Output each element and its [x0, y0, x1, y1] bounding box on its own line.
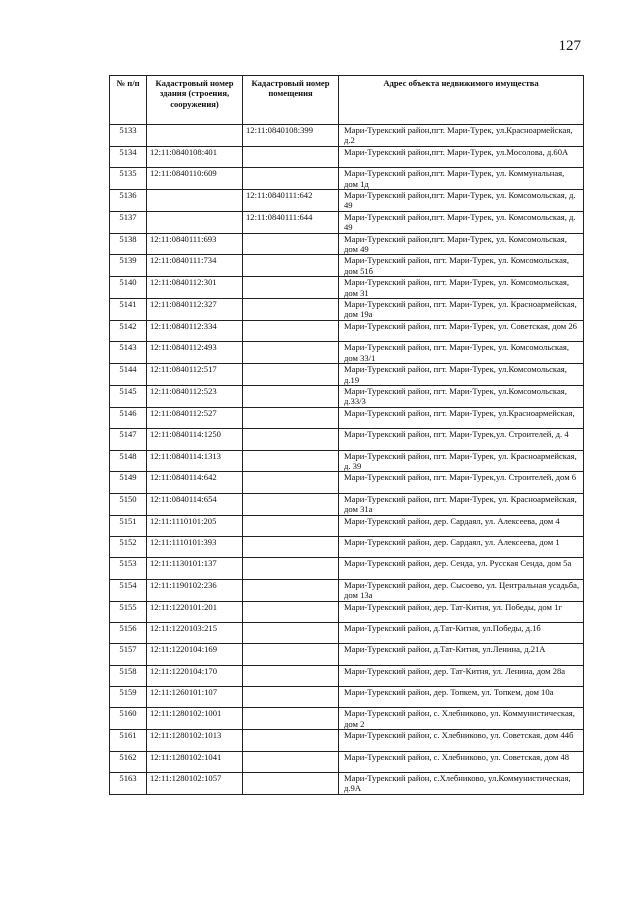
- room-cadastral-cell: [243, 233, 339, 255]
- building-cadastral-cell: 12:11:0840114:654: [147, 493, 243, 515]
- table-row: [110, 407, 584, 428]
- address-cell: Мари-Турекский район, пгт. Мари-Турек,ул. Строителей, дом 6: [339, 472, 584, 493]
- building-cadastral-cell: 12:11:1220104:170: [147, 665, 243, 686]
- row-number-cell: 5144: [110, 364, 147, 386]
- table-row: [110, 687, 584, 708]
- address-cell: Мари-Турекский район, дер. Тат-Китня, ул. Ленина, дом 28а: [339, 665, 584, 686]
- room-cadastral-cell: [243, 364, 339, 386]
- address-cell: Мари-Турекский район, дер. Топкем, ул. Топкем, дом 10а: [339, 687, 584, 708]
- building-cadastral-cell: [147, 190, 243, 212]
- table-row: [110, 493, 584, 515]
- building-cadastral-cell: 12:11:0840114:642: [147, 472, 243, 493]
- room-cadastral-cell: [243, 536, 339, 557]
- address-cell: Мари-Турекский район, пгт. Мари-Турек, ул. Красноармейская, дом 31а: [339, 493, 584, 515]
- row-number-cell: 5140: [110, 277, 147, 299]
- row-number-cell: 5152: [110, 536, 147, 557]
- room-cadastral-cell: 12:11:0840111:644: [243, 211, 339, 233]
- room-cadastral-cell: [243, 558, 339, 579]
- address-cell: Мари-Турекский район, с. Хлебниково, ул. Советская, дом 48: [339, 751, 584, 772]
- table-body: [110, 125, 584, 795]
- building-cadastral-cell: 12:11:0840112:523: [147, 385, 243, 407]
- building-cadastral-cell: 12:11:1220101:201: [147, 601, 243, 622]
- building-cadastral-cell: 12:11:1220103:215: [147, 622, 243, 643]
- room-cadastral-cell: [243, 407, 339, 428]
- room-cadastral-cell: [243, 773, 339, 795]
- room-cadastral-cell: 12:11:0840108:399: [243, 125, 339, 147]
- building-cadastral-cell: 12:11:1110101:205: [147, 515, 243, 536]
- building-cadastral-cell: 12:11:0840112:517: [147, 364, 243, 386]
- room-cadastral-cell: [243, 277, 339, 299]
- room-cadastral-cell: [243, 168, 339, 190]
- address-cell: Мари-Турекский район, с.Хлебниково, ул.Коммунистическая, д.9А: [339, 773, 584, 795]
- address-cell: Мари-Турекский район, пгт. Мари-Турек, ул. Красноармейская, д. 39: [339, 450, 584, 472]
- building-cadastral-cell: 12:11:0840112:493: [147, 342, 243, 364]
- room-cadastral-cell: [243, 146, 339, 167]
- address-cell: Мари-Турекский район, пгт. Мари-Турек, ул.Комсомольская, д.33/3: [339, 385, 584, 407]
- header-room: Кадастровый номер помещения: [243, 76, 339, 125]
- table-row: [110, 622, 584, 643]
- table-row: [110, 536, 584, 557]
- address-cell: Мари-Турекский район, д.Тат-Китня, ул.Ленина, д.21А: [339, 644, 584, 665]
- row-number-cell: 5148: [110, 450, 147, 472]
- table-row: [110, 146, 584, 167]
- address-cell: Мари-Турекский район, пгт. Мари-Турек, ул.Красноармейская,: [339, 407, 584, 428]
- row-number-cell: 5159: [110, 687, 147, 708]
- building-cadastral-cell: 12:11:0840112:327: [147, 299, 243, 321]
- room-cadastral-cell: [243, 299, 339, 321]
- table-row: [110, 125, 584, 147]
- address-cell: Мари-Турекский район, пгт. Мари-Турек, ул. Комсомольская, дом 51б: [339, 255, 584, 277]
- row-number-cell: 5143: [110, 342, 147, 364]
- row-number-cell: 5147: [110, 429, 147, 450]
- table-row: [110, 168, 584, 190]
- building-cadastral-cell: 12:11:1280102:1013: [147, 730, 243, 751]
- building-cadastral-cell: 12:11:0840111:693: [147, 233, 243, 255]
- cadastral-table: [109, 75, 584, 795]
- table-row: [110, 450, 584, 472]
- address-cell: Мари-Турекский район, с. Хлебниково, ул. Коммунистическая, дом 2: [339, 708, 584, 730]
- building-cadastral-cell: 12:11:0840112:334: [147, 320, 243, 341]
- room-cadastral-cell: [243, 385, 339, 407]
- address-cell: Мари-Турекский район, дер. Тат-Китня, ул. Победы, дом 1г: [339, 601, 584, 622]
- table-row: [110, 730, 584, 751]
- table-header-row: [110, 76, 584, 125]
- address-cell: Мари-Турекский район, пгт. Мари-Турек, ул. Красноармейская, дом 19а: [339, 299, 584, 321]
- row-number-cell: 5135: [110, 168, 147, 190]
- building-cadastral-cell: [147, 125, 243, 147]
- building-cadastral-cell: 12:11:1130101:137: [147, 558, 243, 579]
- table-row: [110, 320, 584, 341]
- row-number-cell: 5138: [110, 233, 147, 255]
- address-cell: Мари-Турекский район, пгт. Мари-Турек, ул. Комсомольская, дом 33/1: [339, 342, 584, 364]
- address-cell: Мари-Турекский район, дер. Сардаял, ул. Алексеева, дом 4: [339, 515, 584, 536]
- page-number: 127: [558, 38, 581, 54]
- table-row: [110, 751, 584, 772]
- table-row: [110, 255, 584, 277]
- row-number-cell: 5153: [110, 558, 147, 579]
- row-number-cell: 5156: [110, 622, 147, 643]
- address-cell: Мари-Турекский район, пгт. Мари-Турек, ул.Комсомольская, д.19: [339, 364, 584, 386]
- address-cell: Мари-Турекский район, дер. Сенда, ул. Русская Сенда, дом 5а: [339, 558, 584, 579]
- row-number-cell: 5137: [110, 211, 147, 233]
- table-row: [110, 644, 584, 665]
- row-number-cell: 5160: [110, 708, 147, 730]
- row-number-cell: 5150: [110, 493, 147, 515]
- row-number-cell: 5139: [110, 255, 147, 277]
- table-row: [110, 579, 584, 601]
- address-cell: Мари-Турекский район, пгт. Мари-Турек,ул. Строителей, д. 4: [339, 429, 584, 450]
- table-row: [110, 601, 584, 622]
- header-building: Кадастровый номер здания (строения, сооружения): [147, 76, 243, 125]
- row-number-cell: 5141: [110, 299, 147, 321]
- room-cadastral-cell: [243, 342, 339, 364]
- row-number-cell: 5142: [110, 320, 147, 341]
- address-cell: Мари-Турекский район, с. Хлебниково, ул. Советская, дом 44б: [339, 730, 584, 751]
- address-cell: Мари-Турекский район, пгт. Мари-Турек, ул. Советская, дом 26: [339, 320, 584, 341]
- row-number-cell: 5133: [110, 125, 147, 147]
- room-cadastral-cell: [243, 622, 339, 643]
- address-cell: Мари-Турекский район,пгт. Мари-Турек, ул. Комсомольская, дом 49: [339, 233, 584, 255]
- table-row: [110, 429, 584, 450]
- building-cadastral-cell: 12:11:0840110:609: [147, 168, 243, 190]
- table-row: [110, 364, 584, 386]
- header-number: № п/п: [110, 76, 147, 125]
- building-cadastral-cell: [147, 211, 243, 233]
- address-cell: Мари-Турекский район,пгт. Мари-Турек, ул. Комсомольская, д. 49: [339, 211, 584, 233]
- room-cadastral-cell: [243, 601, 339, 622]
- room-cadastral-cell: [243, 493, 339, 515]
- table-row: [110, 773, 584, 795]
- address-cell: Мари-Турекский район,пгт. Мари-Турек, ул.Красноармейская, д.2: [339, 125, 584, 147]
- table-row: [110, 233, 584, 255]
- table-row: [110, 342, 584, 364]
- room-cadastral-cell: [243, 644, 339, 665]
- building-cadastral-cell: 12:11:1190102:236: [147, 579, 243, 601]
- row-number-cell: 5136: [110, 190, 147, 212]
- row-number-cell: 5163: [110, 773, 147, 795]
- row-number-cell: 5162: [110, 751, 147, 772]
- building-cadastral-cell: 12:11:0840114:1313: [147, 450, 243, 472]
- address-cell: Мари-Турекский район, дер. Сысоево, ул. Центральная усадьба, дом 13а: [339, 579, 584, 601]
- room-cadastral-cell: [243, 255, 339, 277]
- building-cadastral-cell: 12:11:1280102:1057: [147, 773, 243, 795]
- table-row: [110, 211, 584, 233]
- row-number-cell: 5146: [110, 407, 147, 428]
- room-cadastral-cell: [243, 472, 339, 493]
- row-number-cell: 5161: [110, 730, 147, 751]
- room-cadastral-cell: [243, 450, 339, 472]
- row-number-cell: 5145: [110, 385, 147, 407]
- building-cadastral-cell: 12:11:1220104:169: [147, 644, 243, 665]
- room-cadastral-cell: [243, 320, 339, 341]
- building-cadastral-cell: 12:11:1260101:107: [147, 687, 243, 708]
- room-cadastral-cell: [243, 687, 339, 708]
- table-row: [110, 385, 584, 407]
- room-cadastral-cell: [243, 730, 339, 751]
- row-number-cell: 5154: [110, 579, 147, 601]
- table-row: [110, 190, 584, 212]
- table-row: [110, 515, 584, 536]
- address-cell: Мари-Турекский район, д.Тат-Китня, ул.Победы, д.1б: [339, 622, 584, 643]
- table-row: [110, 277, 584, 299]
- header-address: Адрес объекта недвижимого имущества: [339, 76, 584, 125]
- room-cadastral-cell: [243, 515, 339, 536]
- row-number-cell: 5151: [110, 515, 147, 536]
- row-number-cell: 5149: [110, 472, 147, 493]
- building-cadastral-cell: 12:11:0840108:401: [147, 146, 243, 167]
- address-cell: Мари-Турекский район,пгт. Мари-Турек, ул. Комсомольская, д. 49: [339, 190, 584, 212]
- table-row: [110, 665, 584, 686]
- room-cadastral-cell: [243, 751, 339, 772]
- room-cadastral-cell: [243, 429, 339, 450]
- room-cadastral-cell: 12:11:0840111:642: [243, 190, 339, 212]
- building-cadastral-cell: 12:11:0840114:1250: [147, 429, 243, 450]
- building-cadastral-cell: 12:11:0840112:527: [147, 407, 243, 428]
- room-cadastral-cell: [243, 708, 339, 730]
- row-number-cell: 5158: [110, 665, 147, 686]
- room-cadastral-cell: [243, 665, 339, 686]
- table-row: [110, 472, 584, 493]
- building-cadastral-cell: 12:11:1280102:1041: [147, 751, 243, 772]
- building-cadastral-cell: 12:11:1110101:393: [147, 536, 243, 557]
- building-cadastral-cell: 12:11:0840111:734: [147, 255, 243, 277]
- building-cadastral-cell: 12:11:1280102:1001: [147, 708, 243, 730]
- table-row: [110, 299, 584, 321]
- table-row: [110, 708, 584, 730]
- row-number-cell: 5134: [110, 146, 147, 167]
- room-cadastral-cell: [243, 579, 339, 601]
- address-cell: Мари-Турекский район,пгт. Мари-Турек, ул.Мосолова, д.60А: [339, 146, 584, 167]
- table-row: [110, 558, 584, 579]
- address-cell: Мари-Турекский район, дер. Сардаял, ул. Алексеева, дом 1: [339, 536, 584, 557]
- row-number-cell: 5157: [110, 644, 147, 665]
- address-cell: Мари-Турекский район,пгт. Мари-Турек, ул. Коммунальная, дом 1д: [339, 168, 584, 190]
- row-number-cell: 5155: [110, 601, 147, 622]
- address-cell: Мари-Турекский район, пгт. Мари-Турек, ул. Комсомольская, дом 31: [339, 277, 584, 299]
- building-cadastral-cell: 12:11:0840112:301: [147, 277, 243, 299]
